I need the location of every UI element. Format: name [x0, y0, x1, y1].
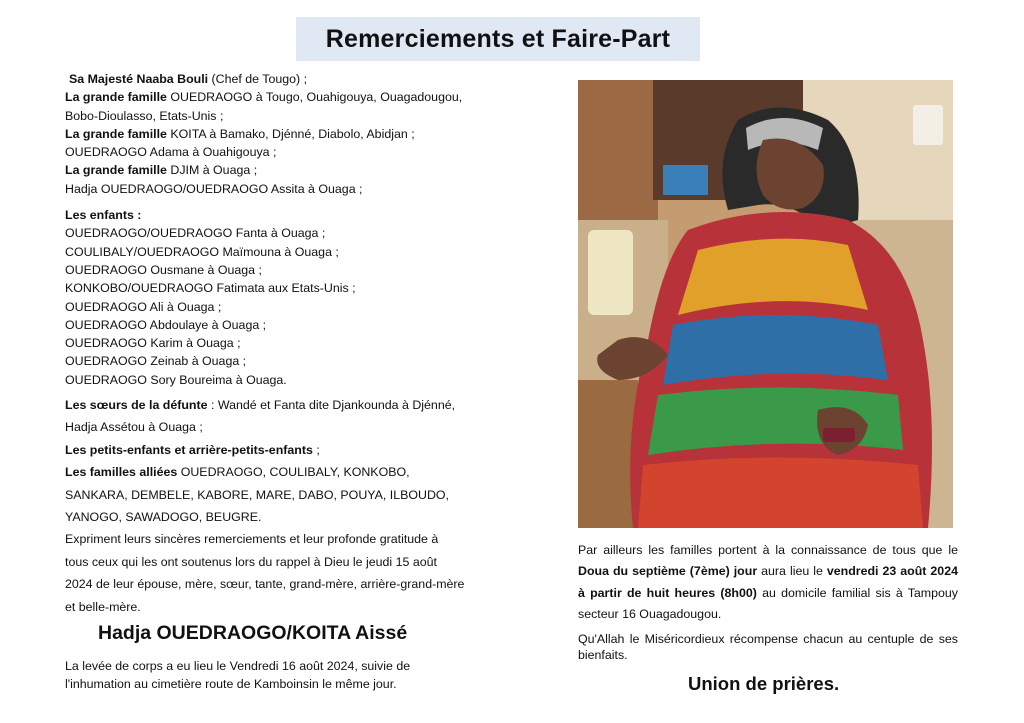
- family-list: [65, 70, 535, 198]
- family-line: Hadja OUEDRAOGO/OUEDRAOGO Assita à Ouaga ;: [65, 181, 363, 196]
- closing-text: Union de prières.: [688, 673, 840, 694]
- family-line: La grande famille DJIM à Ouaga ;: [65, 163, 258, 178]
- children-section: [65, 206, 535, 389]
- child-item: OUEDRAOGO Sory Boureima à Ouaga.: [65, 372, 287, 387]
- child-item: OUEDRAOGO Zeinab à Ouaga ;: [65, 354, 247, 369]
- sisters-line: Les sœurs de la défunte : Wandé et Fanta dite Djankounda à Djénné,: [65, 398, 456, 413]
- relatives-section: [65, 394, 535, 618]
- family-line: La grande famille KOITA à Bamako, Djénné, Diabolo, Abidjan ;: [65, 126, 415, 141]
- levee-line: La levée de corps a eu lieu le Vendredi 16 août 2024, suivie de: [65, 659, 411, 673]
- sisters-line-2: Hadja Assétou à Ouaga ;: [65, 420, 203, 435]
- child-item: OUEDRAOGO Abdoulaye à Ouaga ;: [65, 317, 267, 332]
- page-title: Remerciements et Faire-Part: [325, 24, 671, 53]
- children-heading: Les enfants :: [65, 208, 142, 223]
- child-item: OUEDRAOGO Ali à Ouaga ;: [65, 299, 222, 314]
- child-item: KONKOBO/OUEDRAOGO Fatimata aux Etats-Unis ;: [65, 281, 356, 296]
- title-banner: [296, 17, 700, 61]
- deceased-name: Hadja OUEDRAOGO/KOITA Aissé: [98, 622, 408, 644]
- child-item: OUEDRAOGO/OUEDRAOGO Fanta à Ouaga ;: [65, 226, 326, 241]
- child-item: COULIBALY/OUEDRAOGO Maïmouna à Ouaga ;: [65, 244, 339, 259]
- allied-line-2: SANKARA, DEMBELE, KABORE, MARE, DABO, POUYA, ILBOUDO,: [65, 487, 449, 502]
- thanks-column: [65, 70, 535, 618]
- family-line: OUEDRAOGO Adama à Ouahigouya ;: [65, 145, 277, 160]
- gratitude-line: Expriment leurs sincères remerciements et leur profonde gratitude à: [65, 532, 439, 547]
- portrait-illustration: [578, 80, 953, 528]
- child-item: OUEDRAOGO Ousmane à Ouaga ;: [65, 262, 262, 277]
- family-line: Sa Majesté Naaba Bouli (Chef de Tougo) ;: [69, 72, 308, 86]
- levee-line: l'inhumation au cimetière route de Kamboinsin le même jour.: [65, 677, 397, 692]
- blessing-paragraph: Qu'Allah le Miséricordieux récompense chacun au centuple de ses bienfaits.: [578, 632, 958, 663]
- allied-line-3: YANOGO, SAWADOGO, BEUGRE.: [65, 510, 262, 525]
- grandchildren-line: Les petits-enfants et arrière-petits-enfants ;: [65, 442, 320, 457]
- gratitude-line: tous ceux qui les ont soutenus lors du rappel à Dieu le jeudi 15 août: [65, 554, 437, 569]
- family-line: Bobo-Dioulasso, Etats-Unis ;: [65, 108, 224, 123]
- announcement-paragraph: Par ailleurs les familles portent à la connaissance de tous que le Doua du septième (7ème) jour aura lieu le vendredi 23 août 2024 à partir de huit heures (8h00) au domicile familial sis à Tampouy secteur 16 Ouagadougou.: [578, 543, 958, 621]
- child-item: OUEDRAOGO Karim à Ouaga ;: [65, 336, 241, 351]
- gratitude-line: 2024 de leur épouse, mère, sœur, tante, grand-mère, arrière-grand-mère: [65, 577, 465, 592]
- gratitude-line: et belle-mère.: [65, 599, 141, 614]
- deceased-photo: [578, 80, 953, 528]
- announcement-column: [578, 540, 958, 663]
- levee-text: [65, 657, 410, 694]
- family-line: La grande famille OUEDRAOGO à Tougo, Ouahigouya, Ouagadougou,: [65, 90, 463, 105]
- allied-line: Les familles alliées OUEDRAOGO, COULIBALY, KONKOBO,: [65, 465, 410, 480]
